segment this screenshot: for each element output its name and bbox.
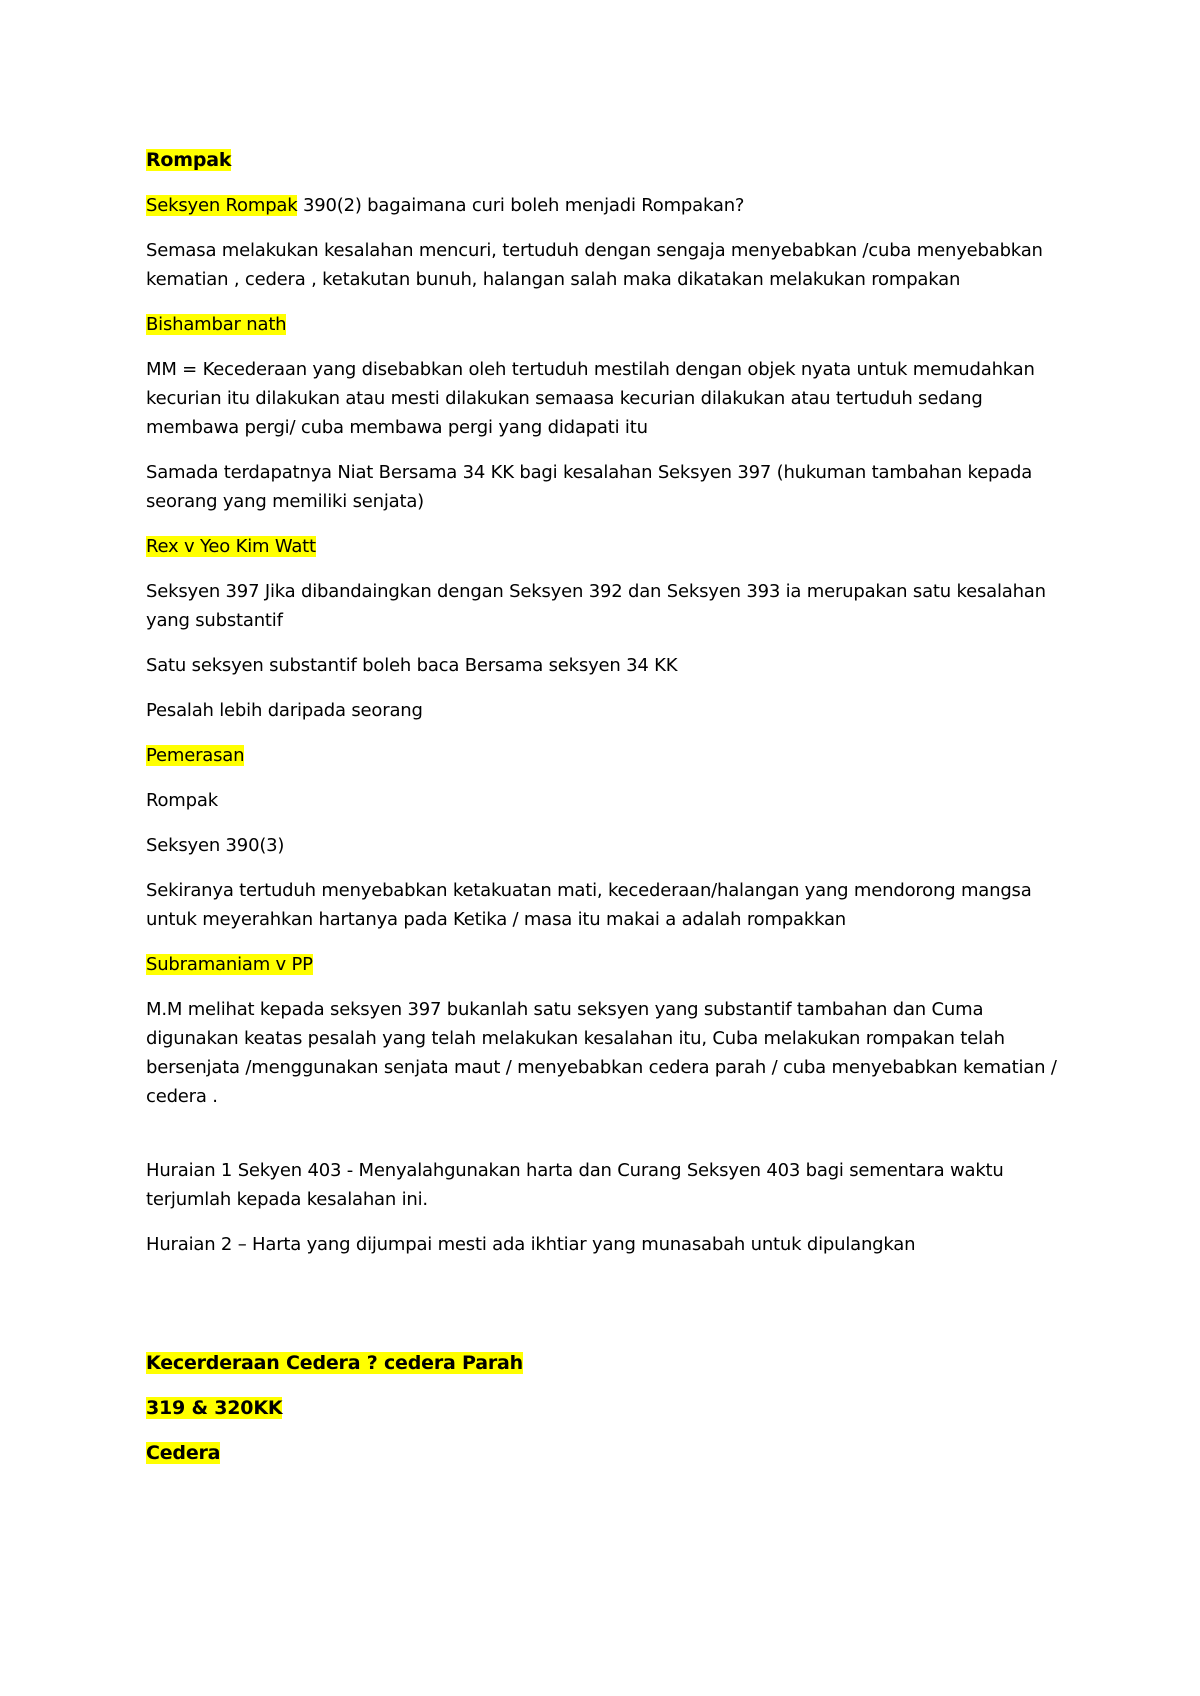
heading-pemerasan-text: Pemerasan [146, 745, 245, 766]
highlighted-term: Seksyen Rompak [146, 195, 298, 216]
paragraph-mm-kecederaan: MM = Kecederaan yang disebabkan oleh tertuduh mestilah dengan objek nyata untuk memudahkan kecurian itu dilakukan atau mesti dilakukan semaasa kecurian dilakukan atau tertuduh sedang membawa pergi/ cuba membawa pergi yang didapati itu [146, 359, 1035, 438]
blank-lines [146, 1275, 1066, 1349]
paragraph-seksyen-390-3: Seksyen 390(3) [146, 835, 285, 856]
paragraph-text: 390(2) bagaimana curi boleh menjadi Rompakan? [297, 195, 745, 216]
paragraph-seksyen-397: Seksyen 397 Jika dibandaingkan dengan Seksyen 392 dan Seksyen 393 ia merupakan satu kesalahan yang substantif [146, 581, 1046, 631]
heading-cedera-text: Cedera [146, 1442, 221, 1464]
heading-cedera [146, 1439, 1066, 1468]
paragraph-rompak: Rompak [146, 790, 218, 811]
paragraph-huraian-1: Huraian 1 Sekyen 403 - Menyalahgunakan harta dan Curang Seksyen 403 bagi sementara waktu terjumlah kepada kesalahan ini. [146, 1160, 1004, 1210]
heading-kecerderaan-text: Kecerderaan Cedera ? cedera Parah [146, 1352, 523, 1374]
heading-rompak-text: Rompak [146, 149, 232, 171]
document-body [146, 146, 1066, 1484]
case-name: Rex v Yeo Kim Watt [146, 536, 316, 557]
heading-kecerderaan [146, 1349, 1066, 1378]
case-subramaniam [146, 950, 1066, 979]
case-bishambar-nath [146, 310, 1066, 339]
case-name: Subramaniam v PP [146, 954, 313, 975]
paragraph-satu-seksyen: Satu seksyen substantif boleh baca Bersama seksyen 34 KK [146, 655, 678, 676]
heading-319-text: 319 & 320KK [146, 1397, 283, 1419]
case-rex-v-yeo [146, 532, 1066, 561]
case-name: Bishambar nath [146, 314, 287, 335]
paragraph-pesalah: Pesalah lebih daripada seorang [146, 700, 423, 721]
paragraph-huraian-2: Huraian 2 – Harta yang dijumpai mesti ada ikhtiar yang munasabah untuk dipulangkan [146, 1234, 916, 1255]
paragraph-sekiranya: Sekiranya tertuduh menyebabkan ketakuatan mati, kecederaan/halangan yang mendorong mangsa untuk meyerahkan hartanya pada Ketika / masa itu makai a adalah rompakkan [146, 880, 1032, 930]
paragraph-samada: Samada terdapatnya Niat Bersama 34 KK bagi kesalahan Seksyen 397 (hukuman tambahan kepada seorang yang memiliki senjata) [146, 462, 1033, 512]
heading-319-320kk [146, 1394, 1066, 1423]
paragraph-seksyen-rompak [146, 191, 1066, 220]
blank-line [146, 1127, 1066, 1156]
heading-rompak [146, 146, 1066, 175]
paragraph-mm-melihat: M.M melihat kepada seksyen 397 bukanlah satu seksyen yang substantif tambahan dan Cuma digunakan keatas pesalah yang telah melakukan kesalahan itu, Cuba melakukan rompakan telah bersenjata /menggunakan senjata maut / menyebabkan cedera parah / cuba menyebabkan kematian / cedera . [146, 999, 1057, 1107]
heading-pemerasan [146, 741, 1066, 770]
paragraph-semasa: Semasa melakukan kesalahan mencuri, tertuduh dengan sengaja menyebabkan /cuba menyebabkan kematian , cedera , ketakutan bunuh, halangan salah maka dikatakan melakukan rompakan [146, 240, 1043, 290]
